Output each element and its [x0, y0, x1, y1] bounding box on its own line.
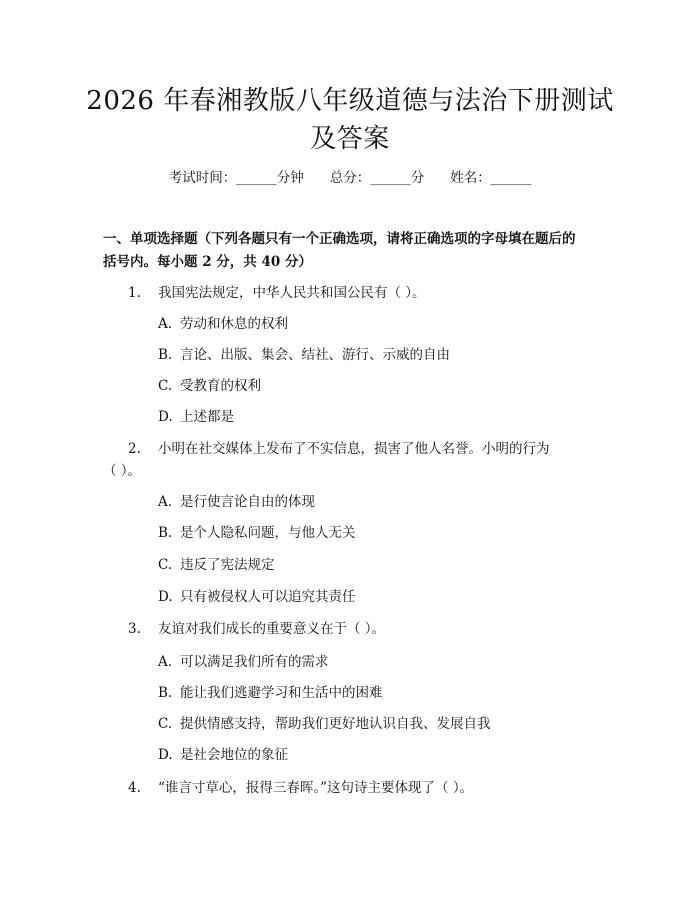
section-1-heading-line-1: 一、单项选择题（下列各题只有一个正确选项，请将正确选项的字母填在题后的	[103, 231, 576, 247]
option-text: 劳动和休息的权利	[180, 316, 288, 332]
option-letter: C.	[158, 557, 173, 573]
question-number: 4.	[128, 780, 141, 796]
question-number: 2.	[128, 441, 141, 457]
question-text: 我国宪法规定，中华人民共和国公民有（ ）。	[158, 285, 426, 301]
question-text-continued: （ ）。	[103, 463, 142, 479]
option-text: 言论、出版、集会、结社、游行、示威的自由	[180, 347, 450, 363]
option-text: 上述都是	[180, 409, 234, 425]
option-letter: C.	[158, 716, 173, 732]
question-text: “谁言寸草心，报得三春晖。”这句诗主要体现了（ ）。	[158, 780, 474, 796]
option-letter: A.	[158, 316, 173, 332]
question-text: 友谊对我们成长的重要意义在于（ ）。	[158, 621, 386, 637]
option-letter: B.	[158, 685, 173, 701]
title-line-1: 2026 年春湘教版八年级道德与法治下册测试	[86, 86, 614, 116]
option-text: 可以满足我们所有的需求	[180, 654, 329, 670]
option-a	[158, 491, 598, 514]
exam-time-field: 考试时间：______分钟	[168, 170, 304, 186]
section-1-heading	[103, 228, 603, 274]
document-title	[60, 82, 640, 158]
option-a	[158, 313, 598, 336]
option-c	[158, 554, 598, 577]
option-letter: A.	[158, 654, 173, 670]
option-letter: C.	[158, 378, 173, 394]
option-d	[158, 406, 598, 429]
option-letter: B.	[158, 347, 173, 363]
option-letter: D.	[158, 589, 173, 605]
option-d	[158, 744, 598, 767]
option-letter: A.	[158, 494, 173, 510]
total-score-field: 总分：______分	[329, 170, 425, 186]
option-d	[158, 586, 598, 609]
option-letter: D.	[158, 409, 173, 425]
option-text: 违反了宪法规定	[180, 557, 275, 573]
option-b	[158, 522, 598, 545]
option-text: 能让我们逃避学习和生活中的困难	[180, 685, 383, 701]
student-name-field: 姓名：______	[450, 170, 532, 186]
option-c	[158, 713, 598, 736]
option-text: 是个人隐私问题，与他人无关	[180, 525, 356, 541]
option-text: 受教育的权利	[180, 378, 261, 394]
section-1-heading-line-2: 括号内。每小题 2 分，共 40 分）	[103, 254, 312, 270]
option-b	[158, 682, 598, 705]
question-number: 1.	[128, 285, 141, 301]
option-text: 只有被侵权人可以追究其责任	[180, 589, 356, 605]
option-text: 是社会地位的象征	[180, 747, 288, 763]
question-number: 3.	[128, 621, 141, 637]
option-a	[158, 651, 598, 674]
option-text: 是行使言论自由的体现	[180, 494, 315, 510]
option-b	[158, 344, 598, 367]
option-c	[158, 375, 598, 398]
question-text: 小明在社交媒体上发布了不实信息，损害了他人名誉。小明的行为	[158, 441, 550, 457]
option-letter: D.	[158, 747, 173, 763]
option-letter: B.	[158, 525, 173, 541]
title-line-2: 及答案	[310, 124, 390, 154]
exam-info-line	[0, 168, 700, 188]
option-text: 提供情感支持，帮助我们更好地认识自我、发展自我	[180, 716, 491, 732]
